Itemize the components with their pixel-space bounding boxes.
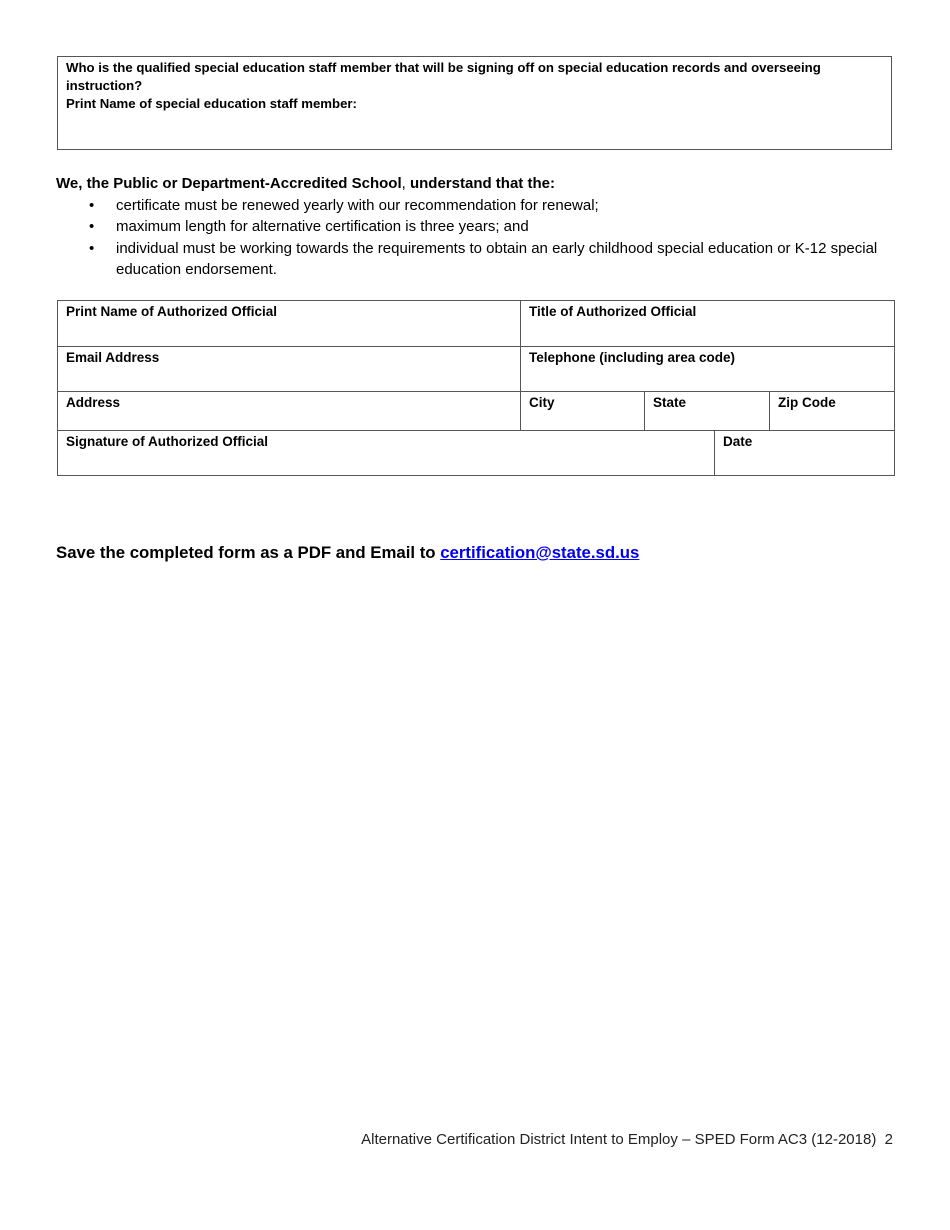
- state-field[interactable]: State: [645, 392, 770, 431]
- understanding-lead: [56, 173, 896, 195]
- page-number: 2: [884, 1131, 893, 1148]
- understanding-list: [56, 195, 896, 281]
- date-field[interactable]: Date: [715, 431, 895, 476]
- footer-title: Alternative Certification District Intent to Employ – SPED Form AC3 (12-2018): [361, 1131, 877, 1148]
- page-footer: [361, 1131, 893, 1148]
- telephone-field[interactable]: Telephone (including area code): [521, 347, 895, 392]
- zip-code-field[interactable]: Zip Code: [770, 392, 895, 431]
- address-field[interactable]: Address: [58, 392, 521, 431]
- understanding-section: [56, 173, 896, 281]
- title-field[interactable]: Title of Authorized Official: [521, 301, 895, 347]
- list-item: • certificate must be renewed yearly with our recommendation for renewal;: [89, 196, 599, 214]
- understanding-lead-end: understand that the:: [409, 175, 555, 192]
- city-field[interactable]: City: [521, 392, 645, 431]
- list-item: • individual must be working towards the requirements to obtain an early childhood special education or K-12 special education endorsement.: [89, 239, 878, 278]
- list-item: • maximum length for alternative certification is three years; and: [89, 218, 529, 235]
- staff-question: Who is the qualified special education staff member that will be signing off on special education records and overseeing instruction?: [66, 60, 821, 93]
- staff-print-name-label: Print Name of special education staff member:: [66, 96, 357, 111]
- certification-email-link[interactable]: certification@state.sd.us: [440, 543, 640, 562]
- understanding-lead-school: We, the Public or Department-Accredited School: [56, 175, 402, 192]
- understanding-lead-comma: ,: [401, 175, 410, 192]
- email-field[interactable]: Email Address: [58, 347, 521, 392]
- submission-text: Save the completed form as a PDF and Email to: [56, 543, 441, 562]
- submission-instructions: [56, 543, 639, 563]
- signature-field[interactable]: Signature of Authorized Official: [58, 431, 715, 476]
- authorized-official-form: [57, 300, 895, 476]
- staff-member-box: [57, 56, 892, 150]
- print-name-field[interactable]: Print Name of Authorized Official: [58, 301, 521, 347]
